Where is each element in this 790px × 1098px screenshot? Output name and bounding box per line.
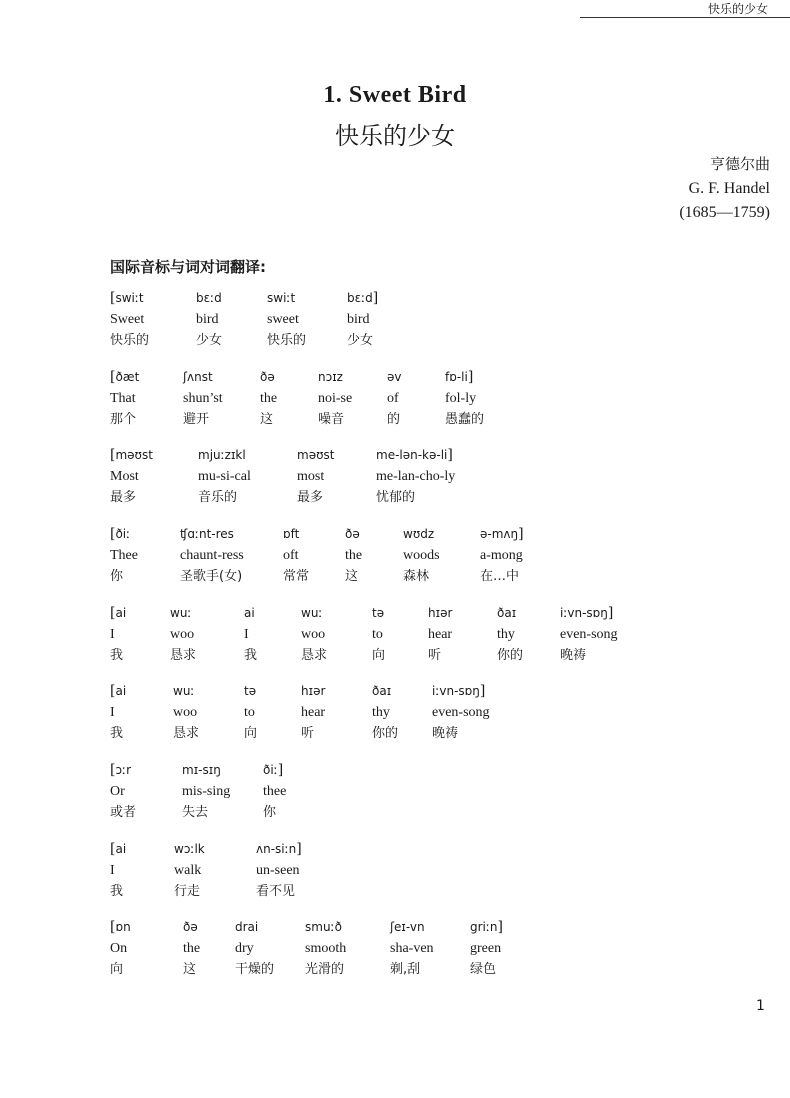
ipa-word: [ðæt (110, 369, 140, 385)
chinese-word: 我 (110, 884, 124, 899)
composer-name-english: G. F. Handel (688, 179, 770, 197)
english-row (110, 860, 750, 881)
chinese-word: 常常 (283, 569, 310, 584)
english-word: thee (263, 784, 287, 799)
english-word: Sweet (110, 312, 145, 327)
english-word: most (297, 469, 325, 484)
ipa-word: fɒ-li] (445, 369, 474, 385)
english-word: mis-sing (182, 784, 231, 799)
chinese-word: 这 (260, 412, 274, 427)
line-group (110, 288, 750, 354)
line-group (110, 524, 750, 590)
ipa-word: ðə (183, 920, 198, 934)
ipa-word: ai (244, 606, 255, 620)
chinese-row (110, 959, 750, 980)
ipa-word: ðə (260, 370, 275, 384)
chinese-word: 最多 (110, 490, 137, 505)
chinese-word: 快乐的 (267, 333, 307, 348)
english-row (110, 938, 750, 959)
line-group (110, 681, 750, 747)
ipa-row (110, 681, 750, 702)
song-title-english: 1. Sweet Bird (323, 82, 467, 108)
ipa-word: ʃʌnst (183, 370, 213, 384)
english-word: woo (301, 627, 326, 642)
ipa-word: iːvn-sɒŋ] (560, 605, 614, 621)
chinese-row (110, 330, 750, 351)
ipa-word: ʧɑːnt-res (180, 527, 234, 541)
composer-dates: (1685—1759) (679, 204, 770, 221)
english-row (110, 781, 750, 802)
english-word: even-song (560, 627, 618, 642)
english-word: sha-ven (390, 941, 434, 956)
english-word: dry (235, 941, 254, 956)
english-word: bird (196, 312, 219, 327)
line-group (110, 445, 750, 511)
english-word: hear (301, 705, 326, 720)
english-word: woo (173, 705, 198, 720)
english-row (110, 388, 750, 409)
ipa-row (110, 524, 750, 545)
english-word: the (260, 391, 278, 406)
chinese-word: 少女 (196, 333, 223, 348)
english-word: of (387, 391, 399, 406)
english-word: That (110, 391, 136, 406)
english-word: to (244, 705, 255, 720)
english-word: I (110, 627, 115, 642)
ipa-word: [ɔːr (110, 762, 132, 778)
english-word: me-lan-cho-ly (376, 469, 456, 484)
ipa-word: ðaɪ (372, 684, 392, 698)
english-word: woods (403, 548, 440, 563)
ipa-row (110, 367, 750, 388)
ipa-word: [ɒn (110, 919, 131, 935)
ipa-row (110, 603, 750, 624)
ipa-word: iːvn-sɒŋ] (432, 683, 486, 699)
english-word: a-mong (480, 548, 523, 563)
english-word: shun’st (183, 391, 223, 406)
ipa-word: tə (372, 606, 385, 620)
english-word: to (372, 627, 383, 642)
ipa-word: mɪ-sɪŋ (182, 763, 221, 777)
chinese-word: 圣歌手(女) (180, 569, 243, 584)
ipa-row (110, 760, 750, 781)
chinese-word: 噪音 (318, 412, 345, 427)
chinese-word: 我 (110, 726, 124, 741)
chinese-word: 那个 (110, 412, 137, 427)
ipa-word: wuː (173, 684, 195, 698)
ipa-word: [məʊst (110, 447, 153, 463)
english-word: the (345, 548, 363, 563)
ipa-word: məʊst (297, 448, 335, 462)
ipa-word: ɒft (283, 527, 300, 541)
english-word: thy (372, 705, 390, 720)
chinese-word: 少女 (347, 333, 374, 348)
ipa-word: ðiː] (263, 762, 284, 778)
chinese-word: 这 (345, 569, 359, 584)
line-group (110, 760, 750, 826)
chinese-word: 你 (263, 805, 277, 820)
chinese-word: 你 (110, 569, 124, 584)
english-word: un-seen (256, 863, 300, 878)
chinese-word: 这 (183, 962, 197, 977)
line-group (110, 603, 750, 669)
chinese-word: 或者 (110, 805, 137, 820)
english-word: I (244, 627, 249, 642)
chinese-word: 愚蠢的 (445, 412, 485, 427)
ipa-word: [swiːt (110, 290, 144, 306)
chinese-word: 我 (244, 648, 258, 663)
chinese-row (110, 881, 750, 902)
english-word: fol-ly (445, 391, 477, 406)
chinese-word: 晚祷 (432, 726, 459, 741)
english-row (110, 309, 750, 330)
chinese-word: 你的 (497, 648, 524, 663)
chinese-word: 向 (110, 962, 124, 977)
ipa-word: hɪər (428, 606, 453, 620)
ipa-word: smuːð (305, 920, 342, 934)
line-group (110, 917, 750, 983)
chinese-row (110, 723, 750, 744)
chinese-word: 音乐的 (198, 490, 238, 505)
chinese-word: 听 (428, 648, 442, 663)
chinese-row (110, 409, 750, 430)
chinese-word: 剃,刮 (390, 962, 421, 977)
ipa-word: griːn] (470, 919, 504, 935)
chinese-word: 在…中 (480, 569, 520, 584)
chinese-word: 行走 (174, 884, 201, 899)
english-word: I (110, 705, 115, 720)
chinese-word: 绿色 (470, 962, 497, 977)
composer-block (679, 152, 770, 226)
english-word: smooth (305, 941, 347, 956)
ipa-word: ðaɪ (497, 606, 517, 620)
english-row (110, 545, 750, 566)
english-word: walk (174, 863, 202, 878)
ipa-word: drai (235, 920, 259, 934)
english-row (110, 702, 750, 723)
chinese-word: 的 (387, 412, 401, 427)
song-title-chinese: 快乐的少女 (335, 122, 455, 150)
chinese-word: 向 (244, 726, 258, 741)
ipa-word: ʌn-siːn] (256, 841, 302, 857)
running-title: 快乐的少女 (580, 0, 790, 18)
english-word: I (110, 863, 115, 878)
ipa-row (110, 839, 750, 860)
english-word: thy (497, 627, 515, 642)
english-word: hear (428, 627, 453, 642)
ipa-word: wuː (301, 606, 323, 620)
ipa-word: hɪər (301, 684, 326, 698)
chinese-word: 最多 (297, 490, 324, 505)
ipa-word: mjuːzɪkl (198, 448, 246, 462)
english-word: noi-se (318, 391, 353, 406)
english-word: sweet (267, 312, 299, 327)
ipa-word: [ai (110, 683, 127, 699)
ipa-word: ə-mʌŋ] (480, 526, 524, 542)
ipa-word: bɛːd (196, 291, 222, 305)
chinese-word: 忧郁的 (376, 490, 416, 505)
ipa-word: [ai (110, 841, 127, 857)
english-word: chaunt-ress (180, 548, 244, 563)
english-word: bird (347, 312, 370, 327)
ipa-row (110, 288, 750, 309)
english-word: oft (283, 548, 299, 563)
ipa-word: me-lən-kə-li] (376, 447, 453, 463)
english-word: Thee (110, 548, 138, 563)
ipa-word: [ai (110, 605, 127, 621)
page-number: 1 (756, 998, 765, 1014)
ipa-word: ʃeɪ-vn (390, 920, 425, 934)
english-word: mu-si-cal (198, 469, 251, 484)
ipa-word: nɔɪz (318, 370, 343, 384)
ipa-word: wɔːlk (174, 842, 205, 856)
chinese-word: 避开 (183, 412, 210, 427)
chinese-word: 快乐的 (110, 333, 150, 348)
chinese-row (110, 645, 750, 666)
chinese-word: 恳求 (301, 648, 328, 663)
ipa-word: ðə (345, 527, 360, 541)
english-word: woo (170, 627, 195, 642)
english-word: even-song (432, 705, 490, 720)
ipa-word: wuː (170, 606, 192, 620)
ipa-word: swiːt (267, 291, 296, 305)
line-group (110, 367, 750, 433)
ipa-word: tə (244, 684, 257, 698)
chinese-word: 失去 (182, 805, 209, 820)
chinese-word: 恳求 (173, 726, 200, 741)
chinese-row (110, 566, 750, 587)
chinese-word: 晚祷 (560, 648, 587, 663)
chinese-word: 恳求 (170, 648, 197, 663)
english-row (110, 624, 750, 645)
english-word: the (183, 941, 201, 956)
chinese-word: 光滑的 (305, 962, 345, 977)
chinese-word: 我 (110, 648, 124, 663)
chinese-word: 向 (372, 648, 386, 663)
chinese-row (110, 802, 750, 823)
chinese-word: 听 (301, 726, 315, 741)
chinese-word: 森林 (403, 569, 430, 584)
ipa-row (110, 917, 750, 938)
ipa-word: bɛːd] (347, 290, 379, 306)
composer-name-chinese: 亨德尔曲 (709, 155, 770, 173)
chinese-word: 干燥的 (235, 962, 275, 977)
section-heading: 国际音标与词对词翻译: (110, 258, 266, 276)
english-word: Or (110, 784, 125, 799)
chinese-word: 看不见 (256, 884, 296, 899)
chinese-word: 你的 (372, 726, 399, 741)
ipa-word: wʊdz (403, 527, 435, 541)
ipa-row (110, 445, 750, 466)
english-row (110, 466, 750, 487)
ipa-word: əv (387, 370, 402, 384)
english-word: Most (110, 469, 139, 484)
ipa-word: [ðiː (110, 526, 131, 542)
chinese-row (110, 487, 750, 508)
line-group (110, 839, 750, 905)
english-word: On (110, 941, 128, 956)
english-word: green (470, 941, 502, 956)
